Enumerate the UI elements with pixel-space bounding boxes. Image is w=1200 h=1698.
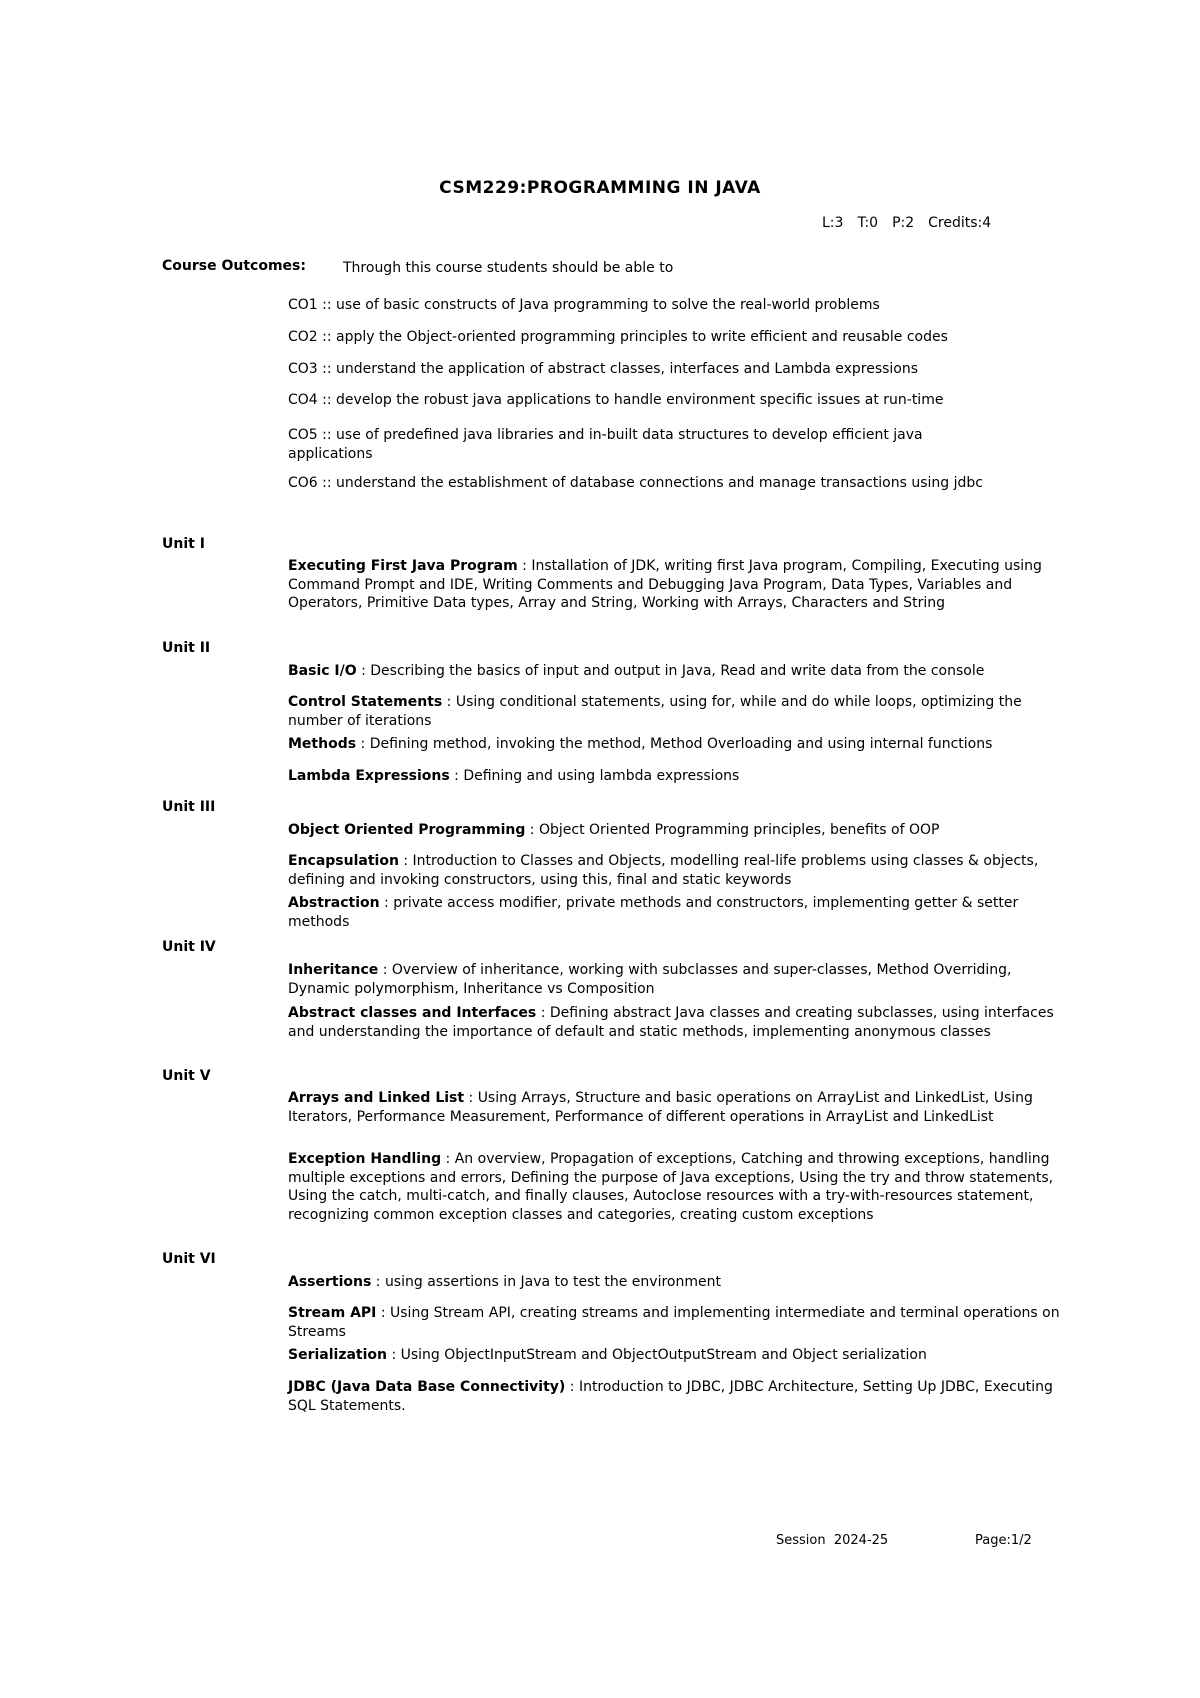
topic-separator: : [536, 1005, 550, 1021]
topic-body: Using conditional statements, using for, while and do while loops, optimizing the number of iterations [288, 694, 1022, 729]
topic [288, 852, 1068, 889]
topic [288, 1004, 1068, 1041]
topic-title: JDBC (Java Data Base Connectivity) [288, 1379, 566, 1395]
page-title: CSM229:PROGRAMMING IN JAVA [439, 178, 761, 198]
topic [288, 557, 1068, 613]
topic-body: Overview of inheritance, working with subclasses and super-classes, Method Overriding, Dynamic polymorphism, Inheritance vs Composition [288, 962, 1012, 997]
topic-body: Using ObjectInputStream and ObjectOutputStream and Object serialization [400, 1347, 927, 1363]
topic [288, 662, 1088, 681]
topic-body: Object Oriented Programming principles, benefits of OOP [538, 822, 940, 838]
topic-separator: : [565, 1379, 579, 1395]
topic-title: Serialization [288, 1347, 387, 1363]
topic-body: Describing the basics of input and output in Java, Read and write data from the console [370, 663, 985, 679]
unit-heading: Unit VI [162, 1251, 216, 1267]
topic [288, 894, 1068, 931]
topic [288, 1378, 1068, 1415]
topic [288, 1304, 1068, 1341]
unit-heading: Unit IV [162, 939, 216, 955]
session-label: Session 2024-25 [776, 1533, 889, 1548]
topic-separator: : [376, 1305, 391, 1321]
topic-title: Inheritance [288, 962, 379, 978]
topic-separator: : [442, 694, 456, 710]
topic-title: Stream API [288, 1305, 377, 1321]
topic-body: Introduction to JDBC, JDBC Architecture, Setting Up JDBC, Executing SQL Statements. [288, 1379, 1053, 1414]
topic [288, 961, 1068, 998]
topic-body: Defining method, invoking the method, Method Overloading and using internal functions [369, 736, 993, 752]
topic-separator: : [356, 663, 371, 679]
topic-separator: : [398, 853, 413, 869]
topic [288, 1150, 1068, 1224]
ltp-credits [822, 215, 1005, 231]
topic-body: Defining abstract Java classes and creating subclasses, using interfaces and understanding the importance of default and static methods, implementing anonymous classes [288, 1005, 1054, 1040]
topic [288, 1089, 1068, 1126]
topic-separator: : [356, 736, 370, 752]
topic-body: using assertions in Java to test the environment [384, 1274, 721, 1290]
topic [288, 821, 1068, 840]
topic-separator: : [464, 1090, 478, 1106]
page-number: Page:1/2 [975, 1533, 1032, 1548]
topic-separator: : [525, 822, 539, 838]
topic-body: Installation of JDK, writing first Java program, Compiling, Executing using Command Prompt and IDE, Writing Comments and Debugging Java Program, Data Types, Variables and Operators, Primitive Data types, Array and String, Working with Arrays, Characters and String [288, 558, 1042, 611]
topic-separator: : [371, 1274, 385, 1290]
course-outcomes-label: Course Outcomes: [162, 258, 306, 274]
topic-title: Arrays and Linked List [288, 1090, 465, 1106]
topic-title: Exception Handling [288, 1151, 442, 1167]
topic-title: Lambda Expressions [288, 768, 450, 784]
unit-heading: Unit V [162, 1068, 211, 1084]
credits: Credits:4 [928, 215, 992, 231]
course-outcomes-intro: Through this course students should be able to [343, 260, 674, 276]
topic-separator: : [441, 1151, 455, 1167]
practical-hours: P:2 [892, 215, 915, 231]
topic-title: Abstraction [288, 895, 380, 911]
unit-heading: Unit I [162, 536, 205, 552]
topic-body: Using Stream API, creating streams and implementing intermediate and terminal operations on Streams [288, 1305, 1060, 1340]
topic [288, 1346, 1068, 1365]
topic-body: private access modifier, private methods and constructors, implementing getter & setter methods [288, 895, 1019, 930]
topic-body: Introduction to Classes and Objects, modelling real-life problems using classes & objects, defining and invoking constructors, using this, final and static keywords [288, 853, 1039, 888]
topic-title: Assertions [288, 1274, 372, 1290]
topic-body: Defining and using lambda expressions [463, 768, 740, 784]
unit-heading: Unit III [162, 799, 216, 815]
topic-body: An overview, Propagation of exceptions, Catching and throwing exceptions, handling multiple exceptions and errors, Defining the purpose of Java exceptions, Using the try and throw statements, Using the catch, multi-catch, and finally clauses, Autoclose resources with a try-with-resources statement, recognizing common exception classes and categories, creating custom exceptions [288, 1151, 1054, 1223]
co-item: CO6 :: understand the establishment of database connections and manage transactions using jdbc [288, 475, 983, 491]
co-item: CO2 :: apply the Object-oriented programming principles to write efficient and reusable codes [288, 329, 948, 345]
topic-separator: : [378, 962, 392, 978]
topic-title: Basic I/O [288, 663, 357, 679]
co-item: CO3 :: understand the application of abstract classes, interfaces and Lambda expressions [288, 361, 919, 377]
topic-title: Encapsulation [288, 853, 399, 869]
topic-title: Control Statements [288, 694, 443, 710]
topic [288, 1273, 1068, 1292]
topic [288, 767, 1068, 786]
co-item: CO1 :: use of basic constructs of Java programming to solve the real-world problems [288, 297, 880, 313]
topic-title: Object Oriented Programming [288, 822, 526, 838]
unit-heading: Unit II [162, 640, 211, 656]
topic-body: Using Arrays, Structure and basic operations on ArrayList and LinkedList, Using Iterators, Performance Measurement, Performance of different operations in ArrayList and LinkedList [288, 1090, 1033, 1125]
topic-title: Methods [288, 736, 357, 752]
topic-separator: : [387, 1347, 401, 1363]
lecture-hours: L:3 [822, 215, 844, 231]
topic-separator: : [449, 768, 464, 784]
topic-separator: : [517, 558, 532, 574]
topic-title: Abstract classes and Interfaces [288, 1005, 537, 1021]
co-item: CO5 :: use of predefined java libraries and in-built data structures to develop efficient java applications [288, 427, 923, 462]
topic [288, 693, 1068, 730]
topic-separator: : [379, 895, 394, 911]
topic [288, 735, 1088, 754]
tutorial-hours: T:0 [857, 215, 879, 231]
topic-title: Executing First Java Program [288, 558, 518, 574]
co-item: CO4 :: develop the robust java applications to handle environment specific issues at run-time [288, 392, 944, 408]
